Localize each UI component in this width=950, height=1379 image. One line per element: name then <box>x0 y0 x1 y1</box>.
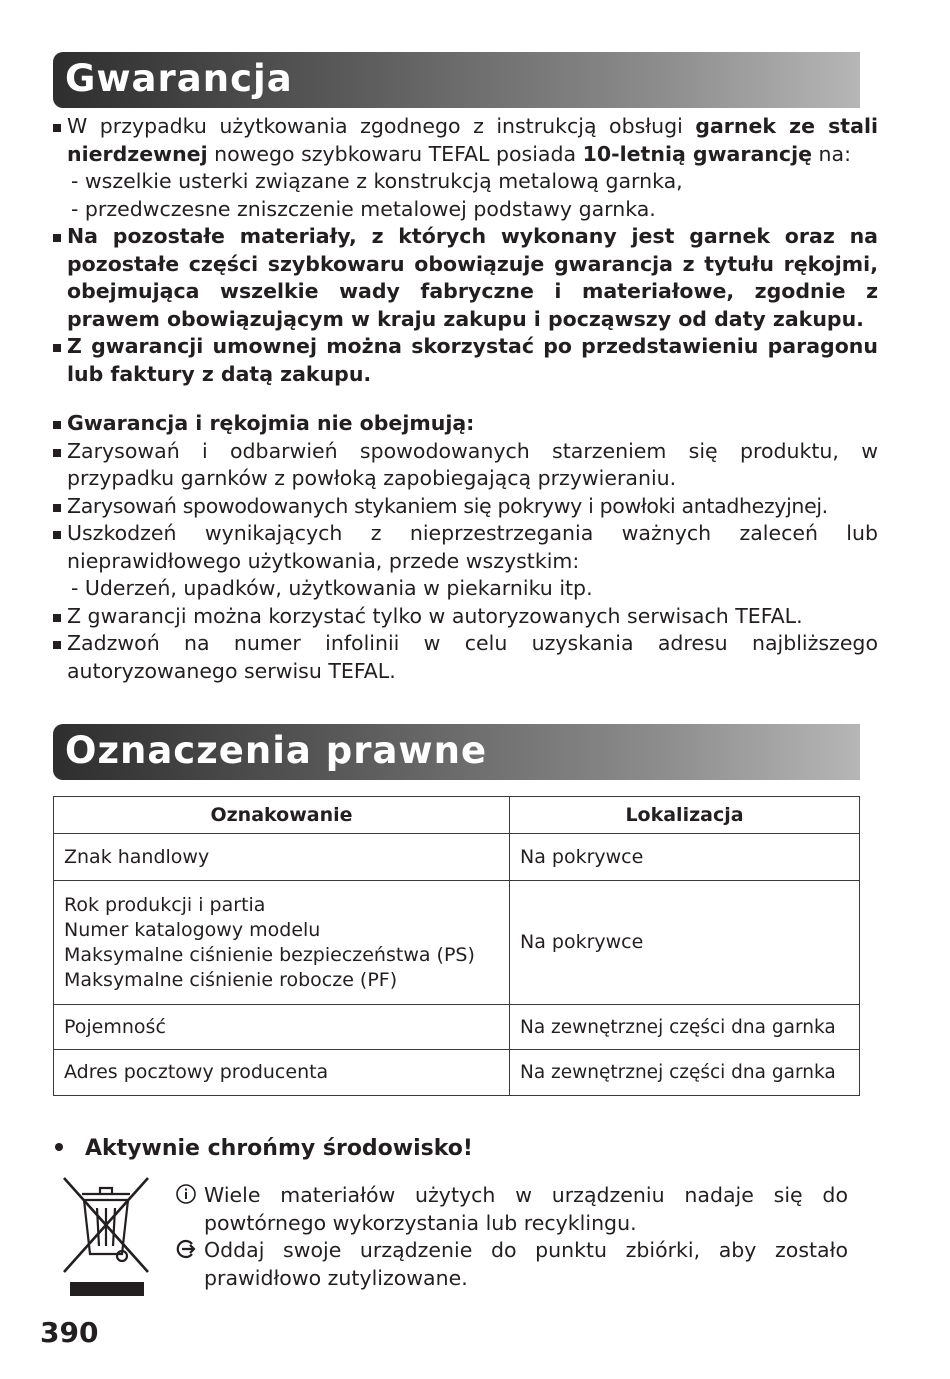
marking-cell <box>54 881 510 1005</box>
round-bullet-icon <box>55 1143 63 1151</box>
square-bullet-icon <box>53 234 61 242</box>
exclusion-item <box>53 438 878 493</box>
marking-line: Znak handlowy <box>64 845 210 868</box>
environment-title <box>53 1136 473 1161</box>
marking-line: Numer katalogowy modelu <box>64 918 321 941</box>
text-run: Zarysowań spowodowanych stykaniem się pokrywy i powłoki antadhezyjnej. <box>67 493 828 518</box>
dash-item: - wszelkie usterki związane z konstrukcją metalową garnka, <box>71 169 683 193</box>
table-row <box>54 881 860 1005</box>
exclusion-item <box>53 493 878 521</box>
arrow-right-circle-icon <box>174 1237 198 1265</box>
table-header-row <box>54 797 860 834</box>
text-run: Zadzwoń na numer infolinii w celu uzyskania adresu najbliższego autoryzowanego serwisu TEFAL. <box>67 631 878 683</box>
text-run: Gwarancja i rękojmia nie obejmują: <box>67 411 475 435</box>
warranty-paragraph-3 <box>53 333 878 388</box>
marking-line: Adres pocztowy producenta <box>64 1061 329 1083</box>
table-row <box>54 1005 860 1050</box>
text-run: Wiele materiałów użytych w urządzeniu nadaje się do powtórnego wykorzystania lub recyklingu. <box>204 1183 848 1235</box>
warranty-paragraph-2 <box>53 223 878 333</box>
location-cell: Na pokrywce <box>510 834 860 881</box>
square-bullet-icon <box>53 531 61 539</box>
marking-cell <box>54 1050 510 1096</box>
text-run: Zarysowań i odbarwień spowodowanych starzeniem się produktu, w przypadku garnków z powłoką zapobiegającą przywieraniu. <box>67 438 878 490</box>
text-run: W przypadku użytkowania zgodnego z instrukcją obsługi <box>67 114 696 138</box>
dash-item: - przedwczesne zniszczenie metalowej podstawy garnka. <box>71 196 656 221</box>
crossed-out-bin-icon <box>60 1172 152 1302</box>
text-run: Z gwarancji można korzystać tylko w autoryzowanych serwisach TEFAL. <box>67 603 803 628</box>
square-bullet-icon <box>53 124 61 132</box>
environment-line <box>172 1182 848 1237</box>
exclusion-item <box>53 630 878 685</box>
square-bullet-icon <box>53 449 61 457</box>
dash-item: - Uderzeń, upadków, użytkowania w piekarniku itp. <box>71 576 593 600</box>
text-run: Z gwarancji umownej można skorzystać po przedstawieniu paragonu lub faktury z datą zakupu. <box>67 334 878 386</box>
location-cell: Na pokrywce <box>510 881 860 1005</box>
table-row <box>54 1050 860 1096</box>
text-run: na: <box>812 141 851 166</box>
legal-heading-banner <box>53 724 860 780</box>
square-bullet-icon <box>53 504 61 512</box>
bold-run: garnek ze stali nierdzewnej <box>67 114 878 166</box>
environment-line <box>172 1237 848 1292</box>
warranty-section <box>53 113 878 685</box>
warranty-heading-banner <box>53 52 860 108</box>
column-header-location: Lokalizacja <box>510 797 860 834</box>
marking-cell <box>54 1005 510 1050</box>
exclusions-title <box>53 410 878 438</box>
legal-markings-table <box>53 796 860 1096</box>
marking-line: Maksymalne ciśnienie bezpieczeństwa (PS) <box>64 943 475 966</box>
square-bullet-icon <box>53 641 61 649</box>
page-number: 390 <box>40 1316 99 1349</box>
table-row <box>54 834 860 881</box>
text-run: nowego szybkowaru TEFAL posiada <box>207 141 583 166</box>
marking-line: Maksymalne ciśnienie robocze (PF) <box>64 968 398 991</box>
text-run: Uszkodzeń wynikających z nieprzestrzegania ważnych zaleceń lub nieprawidłowego użytkowania, przede wszystkim: <box>67 521 878 573</box>
location-cell: Na zewnętrznej części dna garnka <box>510 1050 860 1096</box>
warranty-paragraph-1 <box>53 113 878 168</box>
legal-heading: Oznaczenia prawne <box>65 729 488 772</box>
text-run: Na pozostałe materiały, z których wykonany jest garnek oraz na pozostałe części szybkowaru obowiązuje gwarancja z tytułu rękojmi, obejmująca wszelkie wady fabryczne i materiałowe, zgodnie z prawem obowiązującym w kraju zakupu i począwszy od daty zakupu. <box>67 224 878 331</box>
warranty-heading: Gwarancja <box>65 57 293 100</box>
marking-cell <box>54 834 510 881</box>
location-cell: Na zewnętrznej części dna garnka <box>510 1005 860 1050</box>
square-bullet-icon <box>53 421 61 429</box>
exclusion-item <box>53 603 878 631</box>
square-bullet-icon <box>53 614 61 622</box>
exclusion-item <box>53 520 878 575</box>
column-header-marking: Oznakowanie <box>54 797 510 834</box>
text-run: Oddaj swoje urządzenie do punktu zbiórki, aby zostało prawidłowo zutylizowane. <box>204 1238 848 1290</box>
marking-line: Pojemność <box>64 1015 166 1038</box>
text-run: Aktywnie chrońmy środowisko! <box>85 1136 473 1161</box>
marking-line: Rok produkcji i partia <box>64 893 266 916</box>
info-circle-icon <box>174 1182 198 1210</box>
bold-run: 10-letnią gwarancję <box>582 141 813 166</box>
square-bullet-icon <box>53 344 61 352</box>
environment-text <box>172 1182 848 1292</box>
